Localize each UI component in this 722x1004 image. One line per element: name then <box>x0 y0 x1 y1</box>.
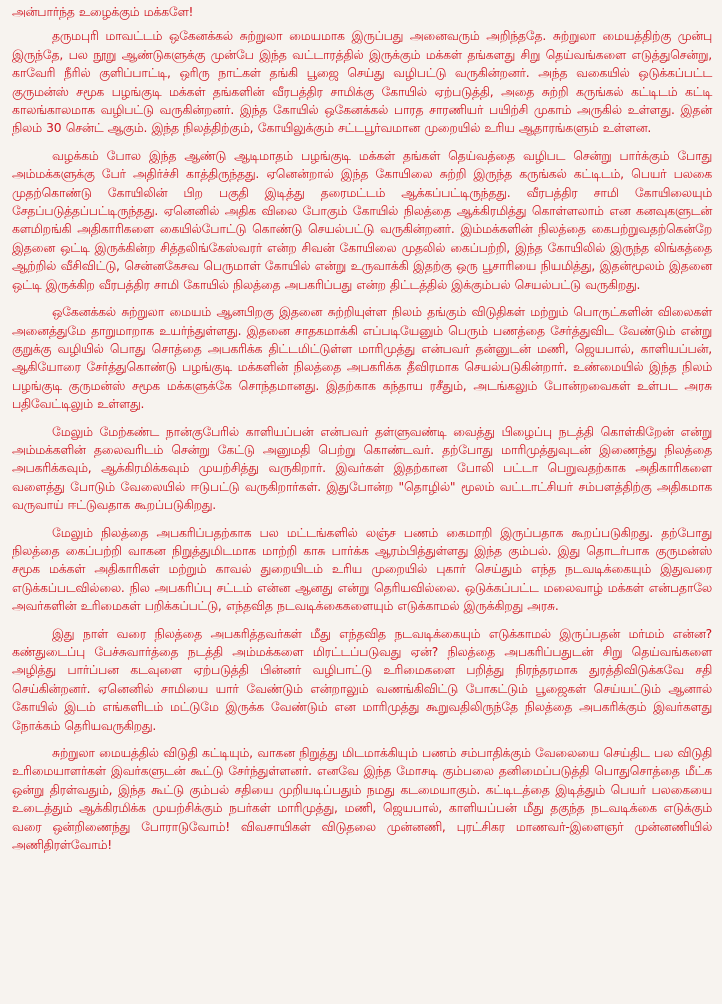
paragraph-kaliyappan: மேலும் மேற்கண்ட நான்குபேரில் காளியப்பன் என்பவர் தள்ளுவண்டி வைத்து பிழைப்பு நடத்தி கொள்கிறேன் என்று அம்மக்களின் தலைவரிடம் சென்று கேட்டு அனுமதி பெற்று கொண்டவர். தற்போது மாரிமுத்துவுடன் இணைந்து நிலத்தை அபகரிக்கவும், ஆக்கிரமிக்கவும் முயற்சித்து வருகிறார். இவர்கள் இதற்கான போலி பட்டா பெறுவதற்காக அதிகாரிகளை வளைத்து போடும் வேலையில் ஈடுபட்டு வருகிறார்கள். இதுபோன்ற "தொழில்" மூலம் வட்டாட்சியர் சம்பளத்திற்கு அதிகமாக வருவாய் ஈட்டுவதாக கூறப்படுகிறது. <box>12 424 712 513</box>
paragraph-questions: இது நாள் வரை நிலத்தை அபகரித்தவர்கள் மீது எந்தவித நடவடிக்கையும் எடுக்காமல் இருப்பதன் மர்மம் என்ன? கண்துடைப்பு பேச்சுவார்த்தை நடத்தி அம்மக்களை மிரட்டப்படுவது ஏன்? நிலத்தை அபகரிப்பதுடன் சிறு தெய்வங்களை அழித்து பார்ப்பன கடவுளை ஏற்படுத்தி பின்னர் வழிபாட்டு உரிமைகளை பறித்து நிரந்தரமாக துரத்திவிடுக்கவே சதி செய்கின்றனர். ஏனெனில் சாமியை யார் வேண்டும் என்றாலும் வணங்கிவிட்டு போகட்டும் பூஜைகள் செய்யட்டும் ஆனால் கோயில் இடம் எங்களிடம் மட்டுமே இருக்க வேண்டும் என மாரிமுத்து கூறுவதிலிருந்தே நிலத்தை அபகரிக்கும் இவர்களது நோக்கம் தெரியவருகிறது. <box>12 626 712 733</box>
paragraph-temple-history: தருமபுரி மாவட்டம் ஒகேனக்கல் சுற்றுலா மையமாக இருப்பது அனைவரும் அறிந்ததே. சுற்றுலா மையத்திற்கு முன்பு இருந்தே, பல நூறு ஆண்டுகளுக்கு முன்பே இந்த வட்டாரத்தில் இருக்கும் மக்கள் தங்களது சிறு தெய்வங்களை எடுத்துசென்று, காவேரி நீரில் குளிப்பாட்டி, ஒரிரு நாட்கள் தங்கி பூஜை செய்து வழிபட்டு வருகின்றனர். அந்த வகையில் ஒடுக்கப்பட்ட குருமன்ஸ் சமூக பழங்குடி மக்கள் தங்களின் வீரபத்திர சாமிக்கு கோயில் ஏற்படுத்தி, அதை சுற்றி கருங்கல் கட்டிடம் கட்டி காலங்காலமாக வழிபட்டு வருகின்றனர். இந்த கோயில் ஒகேனக்கல் பாரத சாரணியர் பயிற்சி முகாம் அருகில் உள்ளது. இதன் நிலம் 30 சென்ட் ஆகும். இந்த நிலத்திற்கும், கோயிலுக்கும் சட்டபூர்வமான முறையில் உரிய ஆதாரங்களும் உள்ளன. <box>12 29 712 136</box>
paragraph-call-to-action: சுற்றுலா மையத்தில் விடுதி கட்டியும், வாகன நிறுத்து மிடமாக்கியும் பணம் சம்பாதிக்கும் வேலையை செய்திட பல விடுதி உரிமையாளர்கள் இவர்களுடன் கூட்டு சேர்ந்துள்ளனர். எனவே இந்த மோசடி கும்பலை தனிமைப்படுத்தி பொதுசொத்தை மீட்க ஒன்று திரள்வதும், இந்த கூட்டு கும்பல் சதியை முறியடிப்பதும் நமது கடமையாகும். கட்டிடத்தை இடித்தும் பெயர் பலகையை உடைத்தும் ஆக்கிரமிக்க முயற்சிக்கும் நபர்கள் மாரிமுத்து, மணி, ஜெயபால், காளியப்பன் மீது தகுந்த நடவடிக்கை எடுக்கும் வரை ஒன்றிணைந்து போராடுவோம்! விவசாயிகள் விடுதலை முன்னணி, புரட்சிகர மாணவர்-இளைஞர் முன்னணியில் அணிதிரள்வோம்! <box>12 746 712 853</box>
paragraph-bribery: மேலும் நிலத்தை அபகரிப்பதற்காக பல மட்டங்களில் லஞ்ச பணம் கைமாறி இருப்பதாக கூறப்படுகிறது. தற்போது நிலத்தை கைப்பற்றி வாகன நிறுத்துமிடமாக மாற்றி காசு பார்க்க ஆரம்பித்துள்ளது இந்த கும்பல். இது தொடர்பாக குருமன்ஸ் சமூக மக்கள் அதிகாரிகள் மற்றும் காவல் துறையிடம் உரிய முறையில் புகார் செய்தும் எந்த நடவடிக்கையும் இதுவரை எடுக்கப்படவில்லை. நில அபகரிப்பு சட்டம் என்ன ஆனது என்று தெரியவில்லை. ஒடுக்கப்பட்ட மலைவாழ் மக்கள் என்பதாலே அவர்களின் உரிமைகள் பறிக்கப்பட்டு, எந்தவித நடவடிக்கைகளையும் எடுக்காமல் இருக்கிறது அரசு. <box>12 525 712 614</box>
paragraph-demolition: வழக்கம் போல இந்த ஆண்டு ஆடிமாதம் பழங்குடி மக்கள் தங்கள் தெய்வத்தை வழிபட சென்று பார்க்கும் போது அம்மக்களுக்கு பேர் அதிர்ச்சி காத்திருந்தது. ஏனென்றால் இந்த கோயிலை சுற்றி இருந்த கருங்கல் கட்டிடம், பெயர் பலகை முதற்கொண்டு கோயிலின் பிற பகுதி இடித்து தரைமட்டம் ஆக்கப்பட்டிருந்தது. வீரபத்திர சாமி கோயிலையும் சேதப்படுத்தப்பட்டிருந்தது. ஏனெனில் அதிக விலை போகும் கோயில் நிலத்தை ஆக்கிரமித்து கொள்ளலாம் என கனவுகளுடன் களமிறங்கி அதிகாரிகளை கையில்போட்டு கொண்டு செயல்பட்டு வருகின்றனர். இம்மக்களின் நிலத்தை கைபற்றுவதற்கென்றே இதனை ஒட்டி இருக்கின்ற சித்தலிங்கேஸ்வரர் என்ற சிவன் கோயிலை முதலில் கைப்பற்றி, இந்த கோயிலில் இருந்த லிங்கத்தை ஆற்றில் வீசிவிட்டு, சென்னகேசவ பெருமாள் கோயில் என்று உருவாக்கி இதற்கு ஒரு பூசாரியை நியமித்து, இதன்மூலம் இதனை ஒட்டி இருக்கிற வீரபத்திர சாமி கோயில் நிலத்தை அபகரிப்பது என்ற திட்டத்தில் இக்கும்பல் செயல்பட்டு வருகிறது. <box>12 148 712 292</box>
salutation: அன்பார்ந்த உழைக்கும் மக்களே! <box>12 5 194 19</box>
paragraph-land-grab-plot: ஒகேனக்கல் சுற்றுலா மையம் ஆனபிறகு இதனை சுற்றியுள்ள நிலம் தங்கும் விடுதிகள் மற்றும் பொருட்களின் விலைகள் அனைத்துமே தாறுமாறாக உயர்ந்துள்ளது. இதனை சாதகமாக்கி எப்படியேனும் பெரும் பணத்தை சேர்த்துவிட வேண்டும் என்று குறுக்கு வழியில் பொது சொத்தை அபகரிக்க திட்டமிட்டுள்ள மாரிமுத்து என்பவர் தன்னுடன் மணி, ஜெயபால், காளியப்பன், ஆகியோரை சேர்த்துகொண்டு பழங்குடி மக்களின் நிலத்தை அபகரிக்க தீவிரமாக செயல்படுகின்றார். உண்மையில் இந்த நிலம் பழங்குடி குருமன்ஸ் சமூக மக்களுக்கே சொந்தமானது. இதற்காக கந்தாய ரசீதும், அடங்கலும் போன்றவைகள் உள்பட அரசு பதிவேட்டிலும் உள்ளது. <box>12 305 712 412</box>
